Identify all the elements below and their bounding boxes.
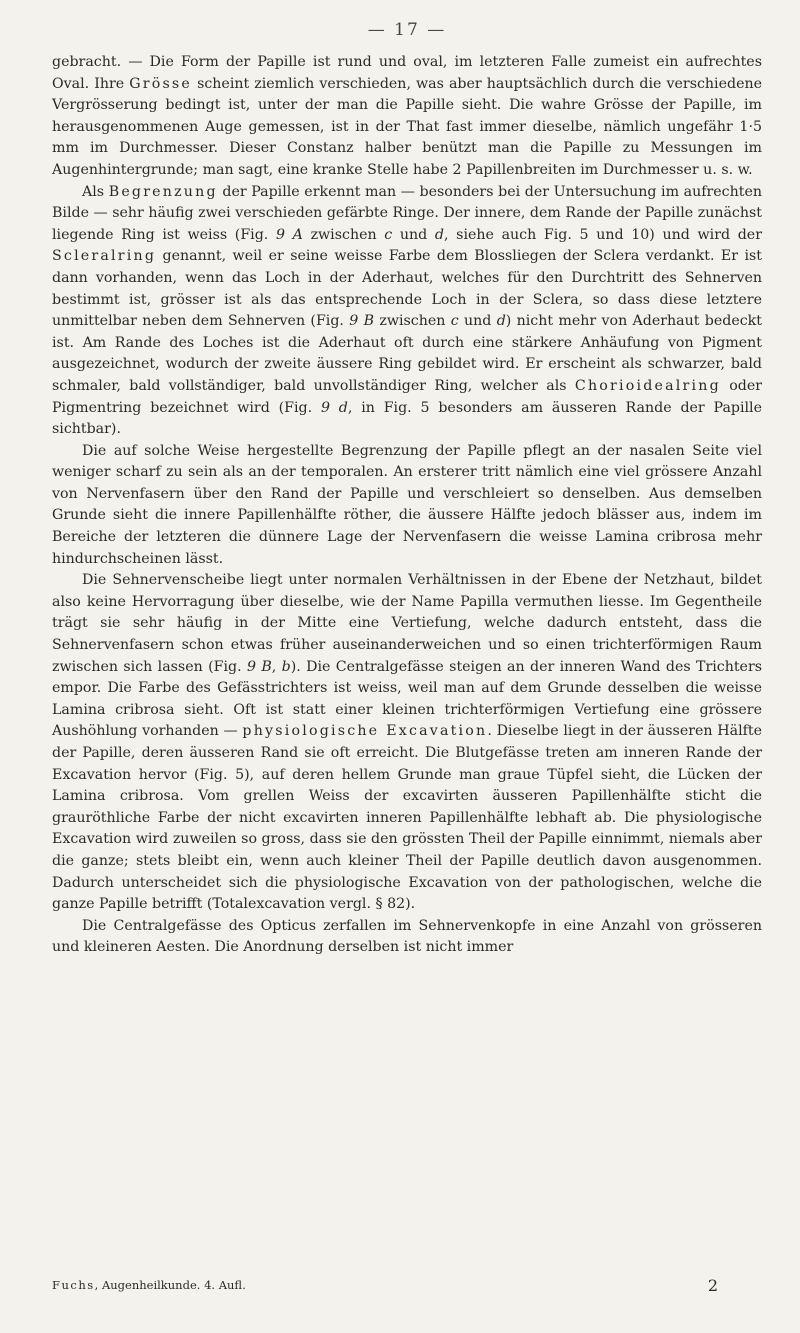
text-run: scheint ziemlich verschieden, was aber hauptsächlich durch die verschiedene Vergrösserung bedingt ist, unter der man die Papille sieht. Die wahre Grösse der Papille, im herausgenommenen Auge gemessen, ist in der That fast immer dieselbe, nämlich ungefähr 1·5 mm im Durchmesser. Dieser Constanz halber benützt man die Papille zu Messungen im Augenhintergrunde; man sagt, eine kranke Stelle habe 2 Papillenbreiten im Durchmesser u. s. w. (52, 75, 762, 178)
italic-ref: d (434, 226, 445, 243)
text-run: , (271, 658, 282, 675)
signature-mark: 2 (707, 1276, 718, 1295)
paragraph (52, 182, 762, 441)
italic-ref: d (496, 313, 506, 330)
text-run: zwischen (374, 313, 451, 330)
footer-citation (52, 1278, 246, 1295)
text-run: Als (82, 183, 109, 200)
text-run: Die Centralgefässe des Opticus zerfallen im Sehnervenkopfe in eine Anzahl von grösseren und kleineren Aesten. Die Anordnung derselben ist nicht immer (52, 917, 762, 956)
italic-ref: 9 B (246, 658, 272, 675)
footer-author: Fuchs (52, 1278, 95, 1292)
paragraph (52, 916, 762, 959)
text-run: ). Die Centralgefässe steigen an der inneren Wand des Trichters empor. Die Farbe des Gefässtrichters ist weiss, weil man auf dem Grunde desselben die weisse Lamina cribrosa sieht. Oft ist statt einer kleinen trichterförmigen Vertiefung eine grössere Aushöhlung vorhanden — (52, 658, 763, 740)
italic-ref: c (384, 226, 393, 243)
text-run: und (458, 313, 497, 330)
spaced-term: Chorioidealring (574, 377, 721, 394)
text-run: ) nicht mehr von Aderhaut bedeckt ist. Am Rande des Loches ist die Aderhaut oft durch eine stärkere Anhäufung von Pigment ausgezeichnet, wodurch der zweite äussere Ring gebildet wird. Er erscheint als schwarzer, bald schmaler, bald vollständiger, bald unvollständiger Ring, welcher als (52, 313, 762, 394)
spaced-term: Scleralring (52, 248, 157, 265)
italic-ref: 9 d (320, 399, 348, 416)
text-run: , siehe auch Fig. 5 und 10) und wird der (444, 226, 762, 243)
italic-ref: 9 B (349, 313, 375, 330)
footer-title: , Augenheilkunde. 4. Aufl. (94, 1278, 246, 1292)
spaced-term: Grösse (129, 75, 193, 92)
text-run: , in Fig. 5 besonders am äusseren Rande der Papille sichtbar). (52, 399, 762, 438)
page-footer (52, 1278, 762, 1295)
body-text (52, 52, 762, 959)
italic-ref: b (281, 658, 291, 675)
text-run: Die auf solche Weise hergestellte Begrenzung der Papille pflegt an der nasalen Seite viel weniger scharf zu sein als an der temporalen. An ersterer tritt nämlich eine viel grössere Anzahl von Nervenfasern über den Rand der Papille und verschleiert so denselben. Aus demselben Grunde sieht die innere Papillenhälfte röther, die äussere Hälfte jedoch blässer aus, indem im Bereiche der letzteren die dünnere Lage der Nervenfasern die weisse Lamina cribrosa mehr hindurchscheinen lässt. (52, 442, 762, 567)
text-run: gebracht. — Die Form der Papille ist rund und oval, im letzteren Falle zumeist ein aufrechtes Oval. Ihre (52, 54, 762, 92)
text-run: oder Pigmentring bezeichnet wird (Fig. (52, 377, 762, 416)
text-run: der Papille erkennt man — besonders bei der Untersuchung im aufrechten Bilde — sehr häufig zwei verschieden gefärbte Ringe. Der innere, dem Rande der Papille zunächst liegende Ring ist weiss (Fig. (52, 183, 762, 243)
text-run: genannt, weil er seine weisse Farbe dem Blossliegen der Sclera verdankt. Er ist dann vorhanden, wenn das Loch in der Aderhaut, welches für den Durchtritt des Sehnerven bestimmt ist, grösser ist als das entsprechende Loch in der Sclera, so dass diese letztere unmittelbar neben dem Sehnerven (Fig. (52, 248, 762, 330)
paragraph (52, 441, 762, 571)
text-run: . Dieselbe liegt in der äusseren Hälfte der Papille, deren äusseren Rand sie oft erreicht. Die Blutgefässe treten am inneren Rande der Excavation hervor (Fig. 5), auf deren hellem Grunde man graue Tüpfel sieht, die Lücken der Lamina cribrosa. Vom grellen Weiss der excavirten äusseren Papillenhälfte sticht die grauröthliche Farbe der nicht excavirten inneren Papillenhälfte lebhaft ab. Die physiologische Excavation wird zuweilen so gross, dass sie den grössten Theil der Papille einnimmt, niemals aber die ganze; stets bleibt ein, wenn auch kleiner Theil der Papille deutlich davon ausgenommen. Dadurch unterscheidet sich die physiologische Excavation von der pathologischen, welche die ganze Papille betrifft (Totalexcavation vergl. § 82). (52, 723, 762, 913)
book-page (52, 20, 762, 959)
paragraph (52, 52, 762, 182)
spaced-term: Begrenzung (108, 183, 218, 200)
italic-ref: 9 A (275, 226, 303, 243)
text-run: zwischen (302, 226, 385, 243)
paragraph (52, 570, 762, 916)
page-number: — 17 — (367, 20, 447, 40)
italic-ref: c (450, 313, 459, 330)
spaced-term: physiologische Excavation (242, 723, 488, 740)
text-run: Die Sehnervenscheibe liegt unter normalen Verhältnissen in der Ebene der Netzhaut, bildet also keine Hervorragung über dieselbe, wie der Name Papilla vermuthen liesse. Im Gegentheile trägt sie sehr häufig in der Mitte eine Vertiefung, welche dadurch entsteht, dass die Sehnervenfasern schon etwas früher auseinanderweichen und so einen trichterförmigen Raum zwischen sich lassen (Fig. (52, 572, 762, 675)
text-run: und (392, 226, 435, 243)
